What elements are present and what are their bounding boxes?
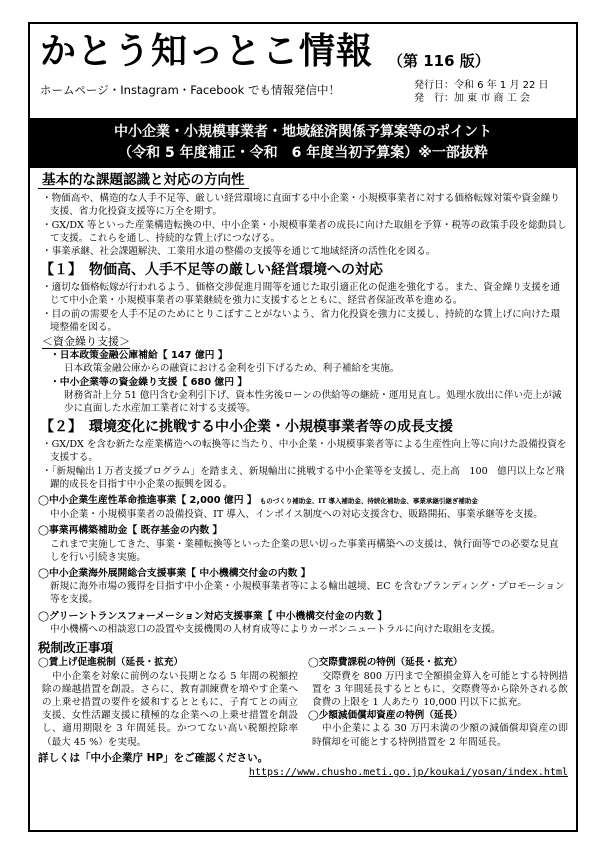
tax-right-column	[308, 656, 568, 748]
tax-item-title: ◯交際費課税の特例（延長・拡充）	[308, 657, 463, 669]
tax-left-column	[38, 656, 298, 748]
program-body: 中小機構への相談窓口の設置や支援機関の人材育成等によりカーボンニュートラルに向けた取組を支援。	[50, 623, 501, 635]
basic-bullet: ・GX/DX 等といった産業構造転換の中、中小企業・小規模事業者の成長に向けた取組を予算・税等の政策手段を総動員して支援。これらを通し、持続的な賃上げにつなげる。	[42, 219, 567, 244]
tagline: ホームページ・Instagram・Facebook でも情報発信中！	[40, 83, 340, 97]
funding-subheading	[42, 335, 568, 348]
section1-heading: 【１】 物価高、人手不足等の厳しい経営環境への対応	[40, 262, 383, 279]
program-title: ◯中小企業海外展開総合支援事業【 中小機構交付金の内数 】	[38, 568, 311, 580]
issue-date: 発行日：令和 6 年 1 月 22 日	[414, 80, 549, 91]
funding-subheading-text: ＜資金繰り支援＞	[42, 335, 130, 349]
basic-heading: 基本的な課題認識と対応の方向性	[38, 174, 249, 189]
funding-item-title: ・日本政策金融公庫補給【 147 億円 】	[50, 350, 228, 362]
section1-bullet: ・目の前の需要を人手不足のためにとりこぼすことがないよう、省力化投資を強力に支援し、持続的な賃上げに向けた環境整備を図る。	[42, 308, 561, 333]
program-block	[38, 524, 568, 564]
program-body: 新規に海外市場の獲得を目指す中小企業・小規模事業者等による輸出越境、EC を含むブランディング・プロモーション等を支援。	[50, 581, 565, 606]
tax-item-title: ◯賃上げ促進税制（延長・拡充）	[38, 657, 184, 669]
newsletter-page	[28, 22, 578, 832]
funding-item	[50, 349, 568, 375]
program-body: これまで実施してきた、事業・業種転換等といった企業の思い切った事業再構築への支援は、執行面等での必要な見直しを行い引続き実施。	[50, 538, 559, 563]
edition-label: （第 116 版）	[388, 52, 490, 70]
program-block	[38, 610, 568, 636]
publisher: 発 行：加 東 市 商 工 会	[414, 93, 530, 104]
tax-item-body: 中小企業を対象に前例のない長期となる 5 年間の税額控除の繰越措置を創設。さらに、教育訓練費を増やす企業への上乗せ措置の要件を緩和するとともに、子育てとの両立支援、女性活躍支援に積極的な企業への上乗せ措置を創設し、適用期限を 3 年間延長。かつてない高い税額控除率（最大 45 %）を実現。	[42, 670, 298, 748]
program-block	[38, 567, 568, 607]
main-content	[38, 174, 568, 779]
program-title: ◯グリーントランスフォーメーション対応支援事業【 中小機構交付金の内数 】	[38, 610, 388, 622]
banner-line-2: （令和 5 年度補正・令和 6 年度当初予算案）※一部抜粋	[118, 145, 488, 161]
issue-meta	[414, 79, 549, 105]
program-body: 中小企業・小規模事業者の設備投資、IT 導入、インボイス制度への対応支援含む、販路開拓、事業承継等を支援。	[50, 509, 543, 521]
funding-item	[50, 376, 568, 416]
basic-bullet: ・物価高や、構造的な人手不足等、厳しい経営環境に直面する中小企業・小規模事業者に対する価格転嫁対策や資金繰り支援、省力化投資支援等に万全を期す。	[42, 193, 560, 218]
banner-line-1: 中小企業・小規模事業者・地域経済関係予算案等のポイント	[114, 124, 492, 140]
headline-banner	[30, 118, 576, 168]
newsletter-title: かとう知っとこ情報	[40, 31, 374, 72]
program-title: ◯中小企業生産性革命推進事業【 2,000 億円 】	[38, 495, 257, 507]
section2-heading: 【２】 環境変化に挑戦する中小企業・小規模事業者等の成長支援	[40, 419, 453, 436]
program-title: ◯事業再構築補助金【 既存基金の内数 】	[38, 525, 223, 537]
tax-item-body: 交際費を 800 万円まで全額損金算入を可能とする特例措置を 3 年間延長するとともに、交際費等から除外される飲食費の上限を 1 人あたり 10,000 円以下に拡充。	[312, 670, 568, 708]
funding-item-body: 財務省計上分 51 億円含む金利引下げ、資本性劣後ローンの供給等の継続・運用見直し。処理水放出に伴い売上が減少に直面した水産加工業者に対する支援等。	[64, 389, 562, 415]
basic-bullet: ・事業承継、社会課題解決、工業用水道の整備の支援等を通じて地域経済の活性化を図る。	[42, 246, 436, 258]
section2-bullet: ・「新規輸出１万者支援プログラム」を踏まえ、新規輸出に挑戦する中小企業等を支援し、売上高 100 億円以上など飛躍的成長を目指す中小企業の振興を図る。	[42, 465, 565, 490]
tax-columns	[38, 656, 568, 748]
source-url-link[interactable]: https://www.chusho.meti.go.jp/koukai/yosan/index.html	[248, 766, 568, 778]
program-note: ものづくり補助金、IT 導入補助金、持続化補助金、事業承継引継ぎ補助金	[259, 497, 478, 506]
tax-item-title: ◯少額減価償却資産の特例（延長）	[308, 710, 463, 722]
funding-item-title: ・中小企業等の資金繰り支援【 680 億円 】	[50, 376, 248, 388]
tax-item-body: 中小企業による 30 万円未満の少額の減価償却資産の即時償却を可能とする特例措置を 2 年間延長。	[312, 723, 568, 748]
tax-heading: 税制改正事項	[38, 640, 114, 656]
footer-note: 詳しくは「中小企業庁 HP」をご確認ください。	[38, 751, 269, 764]
program-block	[38, 494, 568, 521]
section2-bullet: ・GX/DX を含む新たな産業構造への転換等に当たり、中小企業・小規模事業者等による生産性向上等に向けた設備投資を支援する。	[42, 439, 567, 464]
funding-item-body: 日本政策金融公庫からの融資における金利を引下げるため、利子補給を実施。	[64, 363, 400, 375]
section1-bullet: ・適切な価格転嫁が行われるよう、価格交渉促進月間等を通じた取引適正化の促進を強化する。また、資金繰り支援を通じて中小企業・小規模事業者の事業継続を強力に支援するとともに、経営者保証改革を進める。	[42, 282, 561, 307]
